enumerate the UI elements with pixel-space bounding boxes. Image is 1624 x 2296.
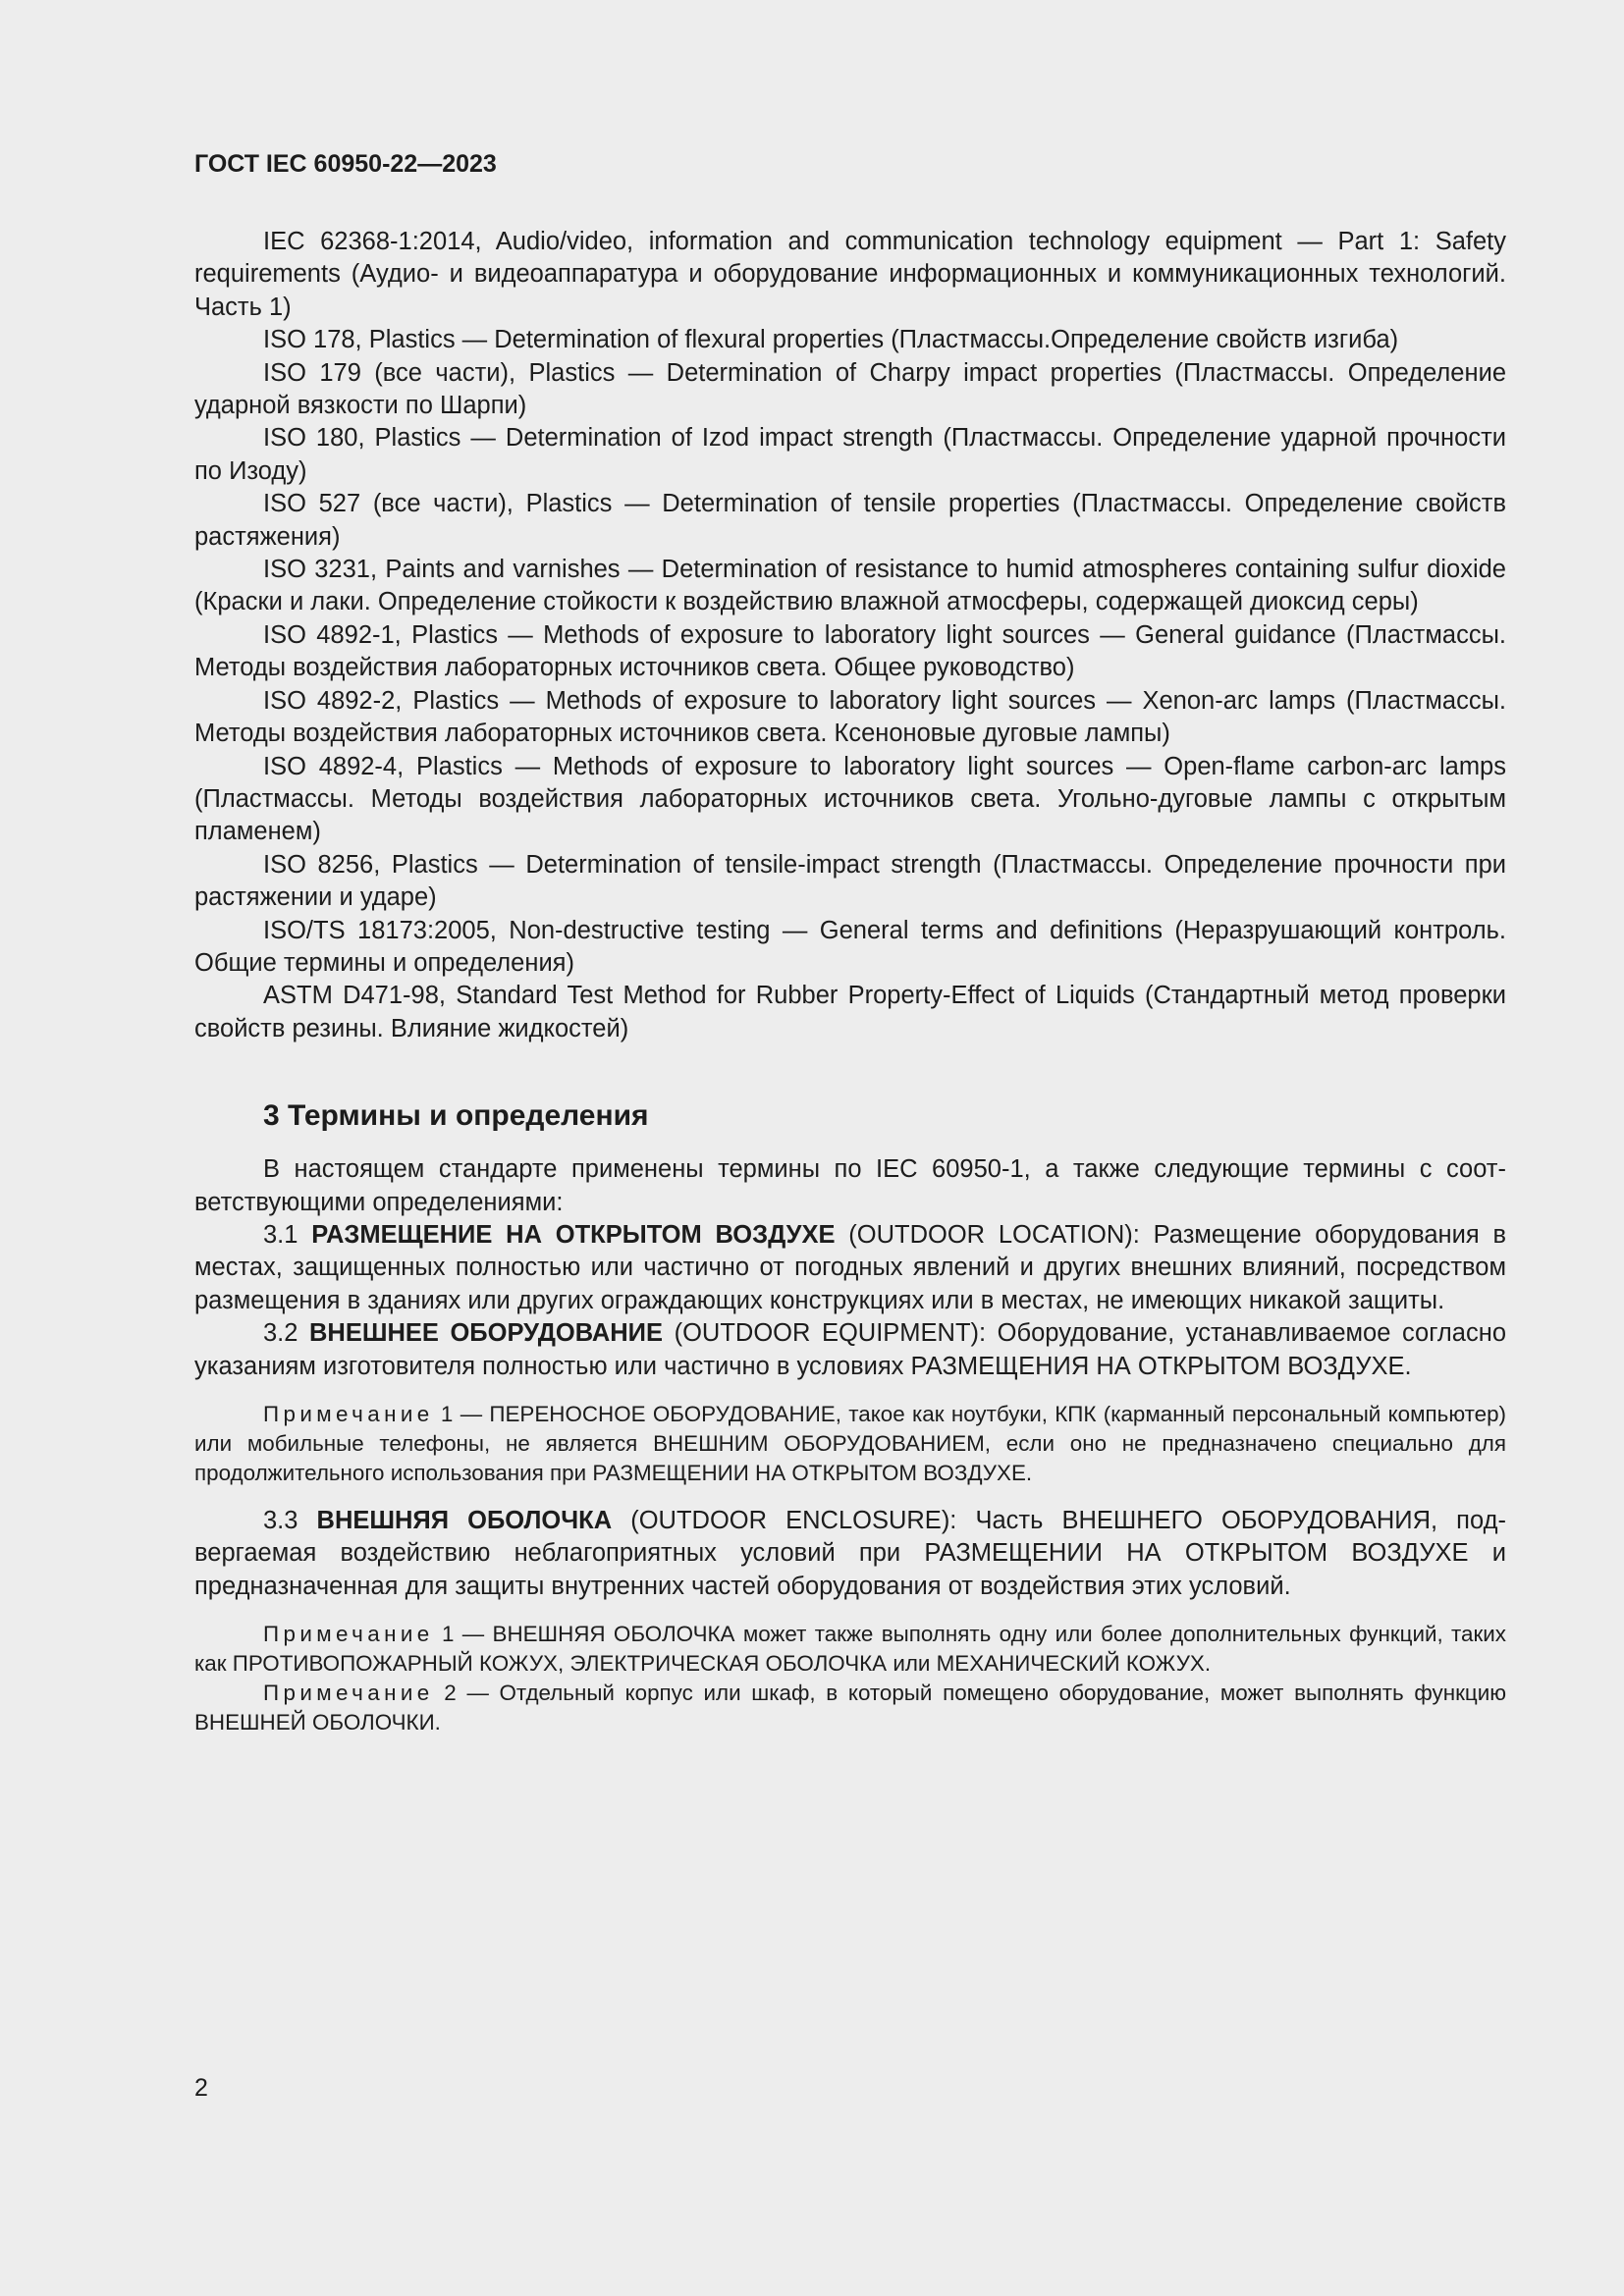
note [194, 1620, 1506, 1679]
terms-section [194, 1153, 1506, 1737]
term-3-3 [194, 1505, 1506, 1603]
note-text: 2 — Отдельный корпус или шкаф, в который помещено оборудование, может выполнять функцию ВНЕШНЕЙ ОБОЛОЧКИ. [194, 1681, 1506, 1735]
term-number: 3.1 [263, 1220, 312, 1249]
reference-item: ISO 4892-4, Plastics — Methods of exposure to laboratory light sources — Open-flame carbon-arc lamps (Пластмассы. Методы воздействия лабораторных источников света. Угольно-дуговые лампы с открытым пламенем) [194, 752, 1506, 846]
term-name: РАЗМЕЩЕНИЕ НА ОТКРЫТОМ ВОЗДУХЕ [311, 1220, 836, 1249]
reference-item: ISO/TS 18173:2005, Non-destructive testing — General terms and definitions (Неразрушающий контроль. Общие термины и определения) [194, 916, 1506, 977]
document-header: ГОСТ IEC 60950-22—2023 [194, 150, 497, 178]
reference-item: ISO 4892-2, Plastics — Methods of exposure to laboratory light sources — Xenon-arc lamps (Пластмассы. Методы воздействия лабораторных источников света. Ксеноновые дуговые лампы) [194, 686, 1506, 748]
reference-item: ISO 180, Plastics — Determination of Izod impact strength (Пластмассы. Определение ударной прочности по Изоду) [194, 424, 1506, 485]
page-number: 2 [194, 2074, 208, 2102]
reference-item: IEC 62368-1:2014, Audio/video, information and communication technology equipment — Part 1: Safety requirements (Аудио- и видеоаппаратура и оборудование информационных и коммуникационных технологий. Часть 1) [194, 228, 1506, 321]
normative-references [194, 226, 1506, 1045]
section-intro: В настоящем стандарте применены термины по IEC 60950-1, а также следующие термины с соответствующими определениями: [194, 1155, 1506, 1216]
reference-item: ISO 8256, Plastics — Determination of tensile-impact strength (Пластмассы. Определение прочности при растяжении и ударе) [194, 850, 1506, 912]
reference-item: ASTM D471-98, Standard Test Method for Rubber Property-Effect of Liquids (Стандартный метод проверки свойств резины. Влияние жидкостей) [194, 982, 1506, 1042]
term-3-2 [194, 1317, 1506, 1383]
reference-item: ISO 527 (все части), Plastics — Determination of tensile properties (Пластмассы. Определение свойств растяжения) [194, 490, 1506, 551]
note-label: Примечание [263, 1622, 434, 1647]
term-definition: (OUTDOOR EQUIPMENT): Оборудование, устанавливаемое согласно указаниям изготовителя полностью или частично в условиях РАЗМЕЩЕНИЯ НА ОТКРЫТОМ ВОЗДУХЕ. [194, 1319, 1507, 1380]
note-text: 1 — ВНЕШНЯЯ ОБОЛОЧКА может также выполнять одну или более дополнительных функций, таких как ПРОТИВОПОЖАРНЫЙ КОЖУХ, ЭЛЕКТРИЧЕСКАЯ ОБОЛОЧКА или МЕХАНИЧЕСКИЙ КОЖУХ. [194, 1622, 1506, 1677]
term-number: 3.2 [263, 1319, 310, 1348]
term-3-1 [194, 1219, 1506, 1317]
note-block [194, 1400, 1506, 1488]
reference-item: ISO 178, Plastics — Determination of flexural properties (Пластмассы.Определение свойств изгиба) [263, 326, 1399, 354]
term-name: ВНЕШНЕЕ ОБОРУДОВАНИЕ [309, 1319, 664, 1348]
term-definition: (OUTDOOR LOCATION): Размещение оборудования в местах, защищенных полностью или частично от погодных явлений и других внешних влияний, посредством размещения в зданиях или других ограждающих конструкциях или в местах, не имеющих никакой защиты. [194, 1220, 1506, 1314]
reference-item: ISO 179 (все части), Plastics — Determination of Charpy impact properties (Пластмассы. Определение ударной вязкости по Шарпи) [194, 358, 1506, 420]
section-title: 3 Термины и определения [263, 1099, 649, 1133]
document-page [194, 147, 1506, 1754]
note [194, 1400, 1506, 1488]
note-text: 1 — ПЕРЕНОСНОЕ ОБОРУДОВАНИЕ, такое как ноутбуки, КПК (карманный персональный компьютер) или мобильные телефоны, не является ВНЕШНИМ ОБОРУДОВАНИЕМ, если оно не предназначено специально для продолжительного использования при РАЗМЕЩЕНИИ НА ОТКРЫТОМ ВОЗДУХЕ. [194, 1402, 1506, 1485]
note-label: Примечание [263, 1402, 434, 1426]
note [194, 1679, 1506, 1737]
term-number: 3.3 [263, 1507, 317, 1534]
note-block [194, 1620, 1506, 1737]
term-name: ВНЕШНЯЯ ОБОЛОЧКА [316, 1507, 613, 1534]
reference-item: ISO 3231, Paints and varnishes — Determination of resistance to humid atmospheres containing sulfur dioxide (Краски и лаки. Определение стойкости к воздействию влажной атмосферы, содержащей диоксид серы) [194, 556, 1506, 616]
note-label: Примечание [263, 1681, 434, 1706]
term-definition: (OUTDOOR ENCLOSURE): Часть ВНЕШНЕГО ОБОРУДОВАНИЯ, подвергаемая воздействию неблагоприятных условий при РАЗМЕЩЕНИИ НА ОТКРЫТОМ ВОЗДУХЕ и предназначенная для защиты внутренних частей оборудования от воздействия этих условий. [194, 1507, 1506, 1600]
reference-item: ISO 4892-1, Plastics — Methods of exposure to laboratory light sources — General guidance (Пластмассы. Методы воздействия лабораторных источников света. Общее руководство) [194, 620, 1506, 682]
